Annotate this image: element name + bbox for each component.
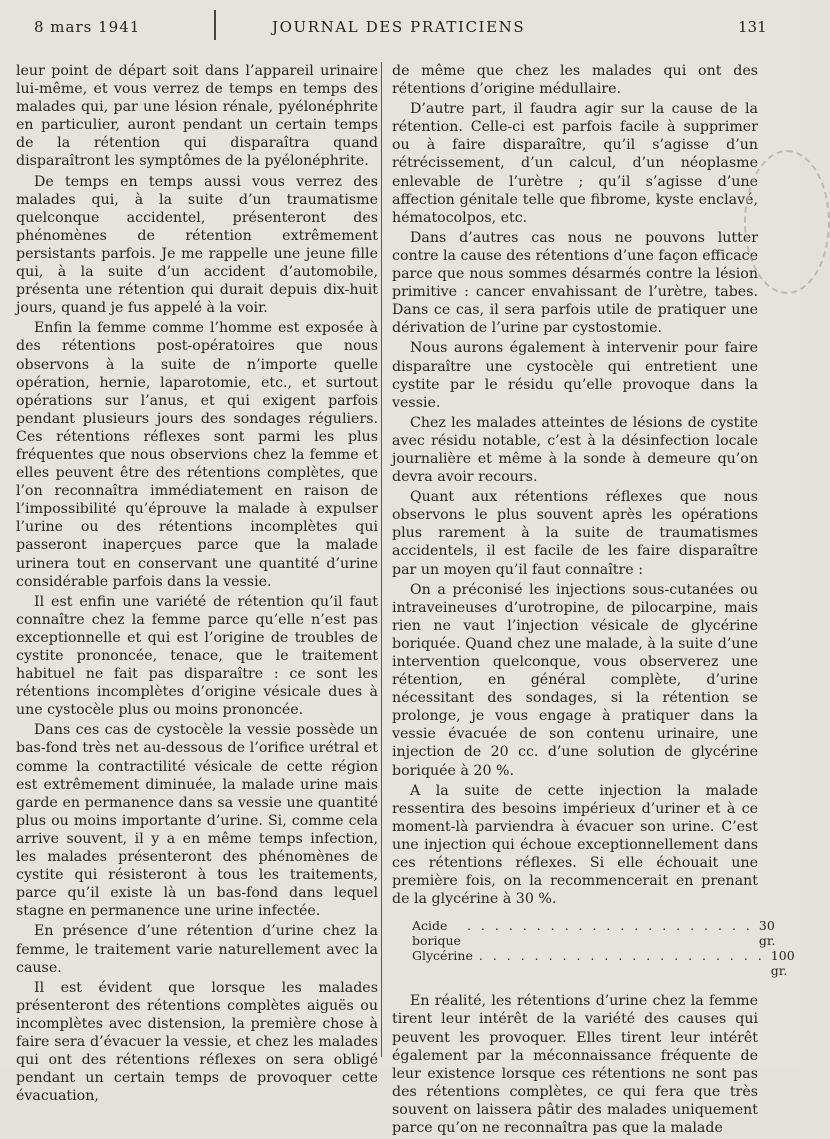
paragraph: Enfin la femme comme l’homme est exposée à des rétentions post-opératoires que nous observons à la suite de n’importe quelle opération, hernie, laparotomie, etc., et surtout opérations sur l’anus, et qui exigent parfois pendant plusieurs jours des sondages réguliers. Ces rétentions réflexes sont parmi les plus fréquentes que nous observions chez la femme et elles peuvent être des rétentions complètes, que l’on reconnaîtra immédiatement en raison de l’impossibilité qu’éprouve la malade à expulser l’urine ou des rétentions incomplètes qui passeront inaperçues parce que la malade urinera tout en conservant une quantité d’urine considérable parfois dans la vessie. [16, 320, 378, 590]
paragraph: En réalité, les rétentions d’urine chez la femme tirent leur intérêt de la variété des causes qui peuvent les provoquer. Elles tirent leur intérêt également par la méconnaissance fréquente de leur existence lorsque ces rétentions ne sont pas des rétentions complètes, ce qui fera que très souvent on laissera pâtir des malades uniquement parce qu’on ne reconnaîtra pas que la malade [392, 993, 758, 1136]
header-mark [214, 10, 216, 40]
prescription-row [412, 948, 795, 979]
header-date: 8 mars 1941 [34, 18, 141, 36]
paragraph: Il est évident que lorsque les malades présenteront des rétentions complètes aiguës ou incomplètes avec distension, la première chose à faire sera d’évacuer la vessie, et chez les malades qui ont des rétentions réflexes on sera obligé pendant un certain temps de provoquer cette évacuation, [16, 979, 378, 1105]
prescription-row [412, 918, 776, 949]
paragraph: Il est enfin une variété de rétention qu’il faut connaître chez la femme parce qu’elle n’est pas exceptionnelle et qui est l’origine de troubles de cystite prononcée, tenace, que le traitement habituel ne fait pas disparaître : ce sont les rétentions incomplètes d’origine vésicale dues à une cystocèle plus ou moins prononcée. [16, 593, 378, 719]
ingredient-name: Glycérine [412, 948, 473, 964]
paragraph: D’autre part, il faudra agir sur la cause de la rétention. Celle-ci est parfois facile à supprimer ou à faire disparaître, qu’il s’agisse d’un rétrécissement, d’un calcul, d’un néoplasme enlevable de l’urètre ; qu’il s’agisse d’une affection génitale telle que fibrome, kyste enclavé, hématocolpos, etc. [392, 101, 758, 226]
prescription-table [412, 918, 795, 979]
journal-title: JOURNAL DES PRATICIENS [272, 18, 526, 36]
left-column [16, 62, 378, 1107]
page-header [0, 0, 800, 46]
ingredient-qty: 30 gr. [758, 918, 776, 949]
paragraph: Dans d’autres cas nous ne pouvons lutter contre la cause des rétentions d’une façon efficace parce que nous sommes désarmés contre la lésion primitive : cancer envahissant de l’urètre, tabes. Dans ce cas, il sera parfois utile de pratiquer une dérivation de l’urine par cystostomie. [392, 229, 759, 337]
library-stamp [744, 150, 830, 294]
paragraph: Nous aurons également à intervenir pour faire disparaître une cystocèle qui entretient une cystite par le résidu qu’elle provoque dans la vessie. [392, 340, 758, 411]
right-column [392, 62, 795, 1139]
paragraph: de même que chez les malades qui ont des rétentions d’origine médullaire. [392, 63, 758, 98]
leader-dots: . . . . . . . . . . . . . . . . . . . . . [478, 948, 765, 964]
paragraph: leur point de départ soit dans l’appareil urinaire lui-même, et vous verrez de temps en temps des malades qui, par une lésion rénale, pyélonéphrite en particulier, auront pendant un certain temps de la rétention qui disparaîtra quand disparaîtront les symptômes de la pyélonéphrite. [16, 63, 378, 170]
page-number: 131 [738, 18, 767, 36]
column-divider [381, 62, 382, 1057]
paragraph: En présence d’une rétention d’urine chez la femme, le traitement varie naturellement avec la cause. [16, 923, 378, 976]
ingredient-qty: 100 gr. [770, 948, 795, 979]
paragraph: On a préconisé les injections sous-cutanées ou intraveineuses d’urotropine, de pilocarpine, mais rien ne vaut l’injection vésicale de glycérine boriquée. Quand chez une malade, à la suite d’une intervention quelconque, vous observerez une rétention, en général complète, d’urine nécessitant des sondages, si la rétention se prolonge, je vous engage à pratiquer dans la vessie évacuée de son contenu urinaire, une injection de 20 cc. d’une solution de glycérine boriquée à 20 %. [392, 581, 758, 779]
paragraph: De temps en temps aussi vous verrez des malades qui, à la suite d’un traumatisme quelconque accidentel, présenteront des phénomènes de rétention extrêmement persistants parfois. Je me rappelle une jeune fille qui, à la suite d’un accident d’automobile, présenta une rétention qui durait depuis dix-huit jours, quand je fus appelé à la voir. [16, 173, 378, 317]
paragraph: Chez les malades atteintes de lésions de cystite avec résidu notable, c’est à la désinfection locale journalière et même à la sonde à demeure qu’on devra avoir recours. [392, 414, 758, 486]
paragraph: Dans ces cas de cystocèle la vessie possède un bas-fond très net au-dessous de l’orifice urétral et comme la contractilité vésicale de cette région est extrêmement diminuée, la malade urine mais garde en permanence dans sa vessie une quantité plus ou moins importante d’urine. Si, comme cela arrive souvent, il y a en même temps infection, les malades présenteront des phénomènes de cystite qui résisteront à tous les traitements, parce qu’il existe là un bas-fond dans lequel stagne en permanence une urine infectée. [16, 722, 378, 920]
leader-dots: . . . . . . . . . . . . . . . . . . . . . [466, 918, 753, 934]
paragraph: Quant aux rétentions réflexes que nous observons le plus souvent après les opérations plus rarement à la suite de traumatismes accidentels, il est facile de les faire disparaître par un moyen qu’il faut connaître : [392, 489, 758, 578]
paragraph: A la suite de cette injection la malade ressentira des besoins impérieux d’uriner et à ce moment-là parviendra à évacuer son urine. C’est une injection qui échoue exceptionnellement dans ces rétentions réflexes. Si elle échouait une première fois, on la recommencerait en prenant de la glycérine à 30 %. [392, 782, 758, 908]
ingredient-name: Acide borique [412, 918, 461, 949]
